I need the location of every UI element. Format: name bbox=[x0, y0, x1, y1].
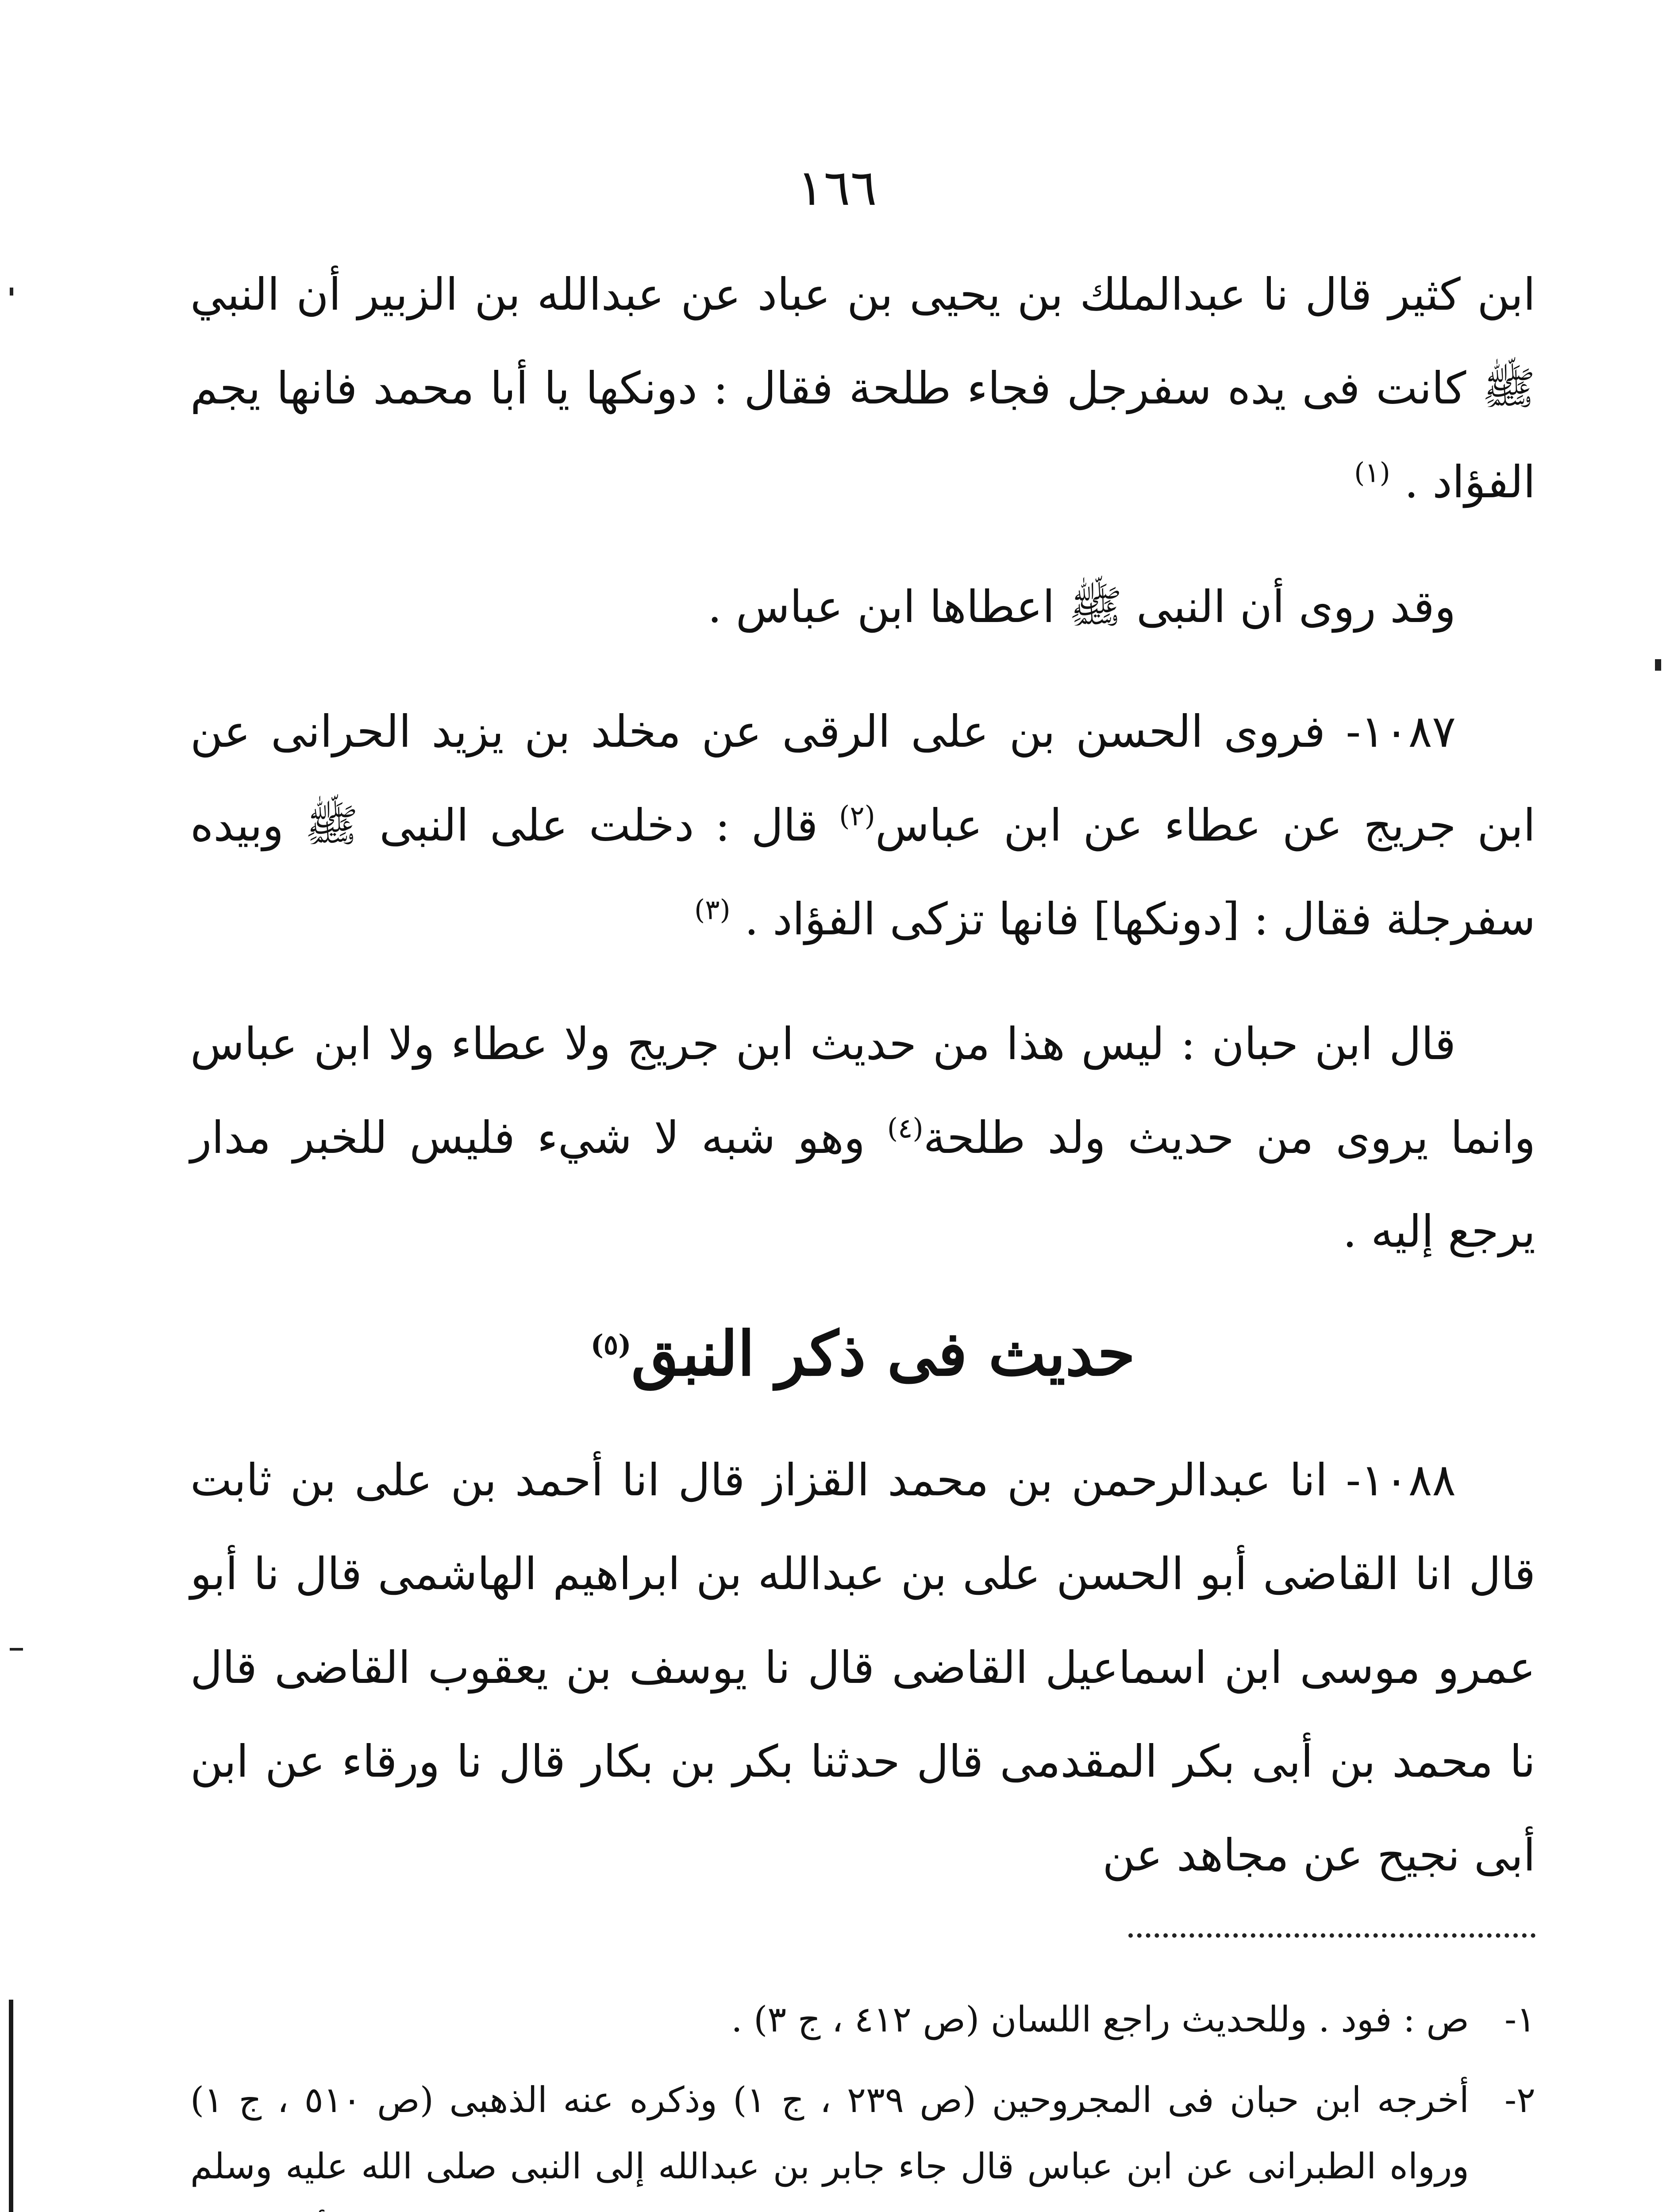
footnote-text: أخرجه ابن حبان فى المجروحين (ص ٢٣٩ ، ج ١) وذكره عنه الذهبى (ص ٥١٠ ، ج ١) ورواه الطبرانى عن ابن عباس قال جاء جابر بن عبدالله إلى النبى صلى الله عليه وسلم bbox=[190, 2079, 1469, 2187]
section-heading bbox=[190, 1310, 1535, 1398]
footnote-marker: ٢- bbox=[1505, 2079, 1535, 2120]
paragraph-text: قال ابن حبان : ليس هذا من حديث ابن جريج ولا عطاء ولا ابن عباس وانما يروى من حديث ولد طلحة bbox=[190, 1018, 1536, 1164]
footnote-ref: (٤) bbox=[887, 1112, 924, 1144]
paragraph-text: فروى الحسن بن على الرقى عن مخلد بن يزيد الحرانى عن ابن جريج عن عطاء عن ابن عباس bbox=[190, 706, 1535, 851]
footnote-text: ص : فود . وللحديث راجع اللسان (ص ٤١٢ ، ج ٣) . bbox=[731, 1999, 1469, 2040]
scan-artifact-mark bbox=[1655, 659, 1661, 671]
paragraph-text: قال : دخلت على النبى ﷺ وبيده سفرجلة فقال : [دونكها] فانها تزكى الفؤاد . bbox=[190, 799, 1535, 945]
scan-artifact-mark bbox=[10, 288, 13, 296]
footnotes bbox=[190, 1986, 1535, 2212]
hadith-paragraph: ١٠٨٧- فروى الحسن بن على الرقى عن مخلد بن يزيد الحرانى عن ابن جريج عن عطاء عن ابن عباس$^{(٢)}$ قال : دخلت على النبى ﷺ وبيده سفرجلة فقال : [دونكها] فانها تزكى الفؤاد . $^{(٣)}$ bbox=[190, 706, 1535, 945]
scan-artifact-mark bbox=[10, 1648, 23, 1651]
footnote-ref: (٥) bbox=[590, 1329, 631, 1361]
paragraph-text: ابن كثير قال نا عبدالملك بن يحيى بن عباد عن عبدالله بن الزبير أن النبي ﷺ كانت فى يده سفرجل فجاء طلحة فقال : دونكها يا أبا محمد فانها يجم الفؤاد . bbox=[190, 269, 1535, 508]
footnote-marker: ١- bbox=[1505, 1999, 1535, 2040]
hadith-number: ١٠٨٧ bbox=[1361, 706, 1456, 757]
paragraph-text: وهو شبه لا شيء فليس للخبر مدار يرجع إليه . bbox=[190, 1112, 1535, 1257]
heading-text: حديث فى ذكر النبق bbox=[631, 1317, 1135, 1390]
paragraph bbox=[190, 560, 1535, 654]
paragraph bbox=[190, 997, 1535, 1279]
paragraph-text: انا عبدالرحمن بن محمد القزاز قال انا أحمد بن على بن ثابت قال انا القاضى أبو الحسن على بن عبدالله بن ابراهيم الهاشمى قال نا أبو عمرو موسى ابن اسماعيل القاضى قال نا يوسف بن يعقوب القاضى قال نا محمد بن أبى بكر المقدمى قال حدثنا بكر بن بكار قال نا ورقاء عن ابن أبى نجيح عن مجاهد عن bbox=[190, 1454, 1535, 1881]
hadith-number: ١٠٨٨ bbox=[1361, 1454, 1456, 1506]
footnote-divider bbox=[1128, 1933, 1535, 1938]
main-text bbox=[190, 248, 1535, 2212]
footnote-ref: (٣) bbox=[694, 893, 731, 926]
footnote-ref: (١) bbox=[1354, 456, 1390, 489]
footnote bbox=[190, 1986, 1535, 2053]
paragraph-text: وقد روى أن النبى ﷺ اعطاها ابن عباس . bbox=[708, 581, 1456, 633]
scan-binding-edge bbox=[9, 2000, 13, 2212]
footnote-ref: (٢) bbox=[839, 799, 875, 832]
paragraph-continuation bbox=[190, 248, 1535, 529]
hadith-paragraph: ١٠٨٨- انا عبدالرحمن بن محمد القزاز قال انا أحمد بن على بن ثابت قال انا القاضى أبو الحسن على بن عبدالله بن ابراهيم الهاشمى قال نا أبو عمرو موسى ابن اسماعيل القاضى قال نا يوسف بن يعقوب القاضى قال نا محمد بن أبى بكر المقدمى قال حدثنا بكر بن بكار قال نا ورقاء عن ابن أبى نجيح عن مجاهد عن bbox=[190, 1454, 1535, 1881]
page-number: ١٦٦ bbox=[797, 159, 877, 217]
footnote bbox=[190, 2067, 1535, 2212]
